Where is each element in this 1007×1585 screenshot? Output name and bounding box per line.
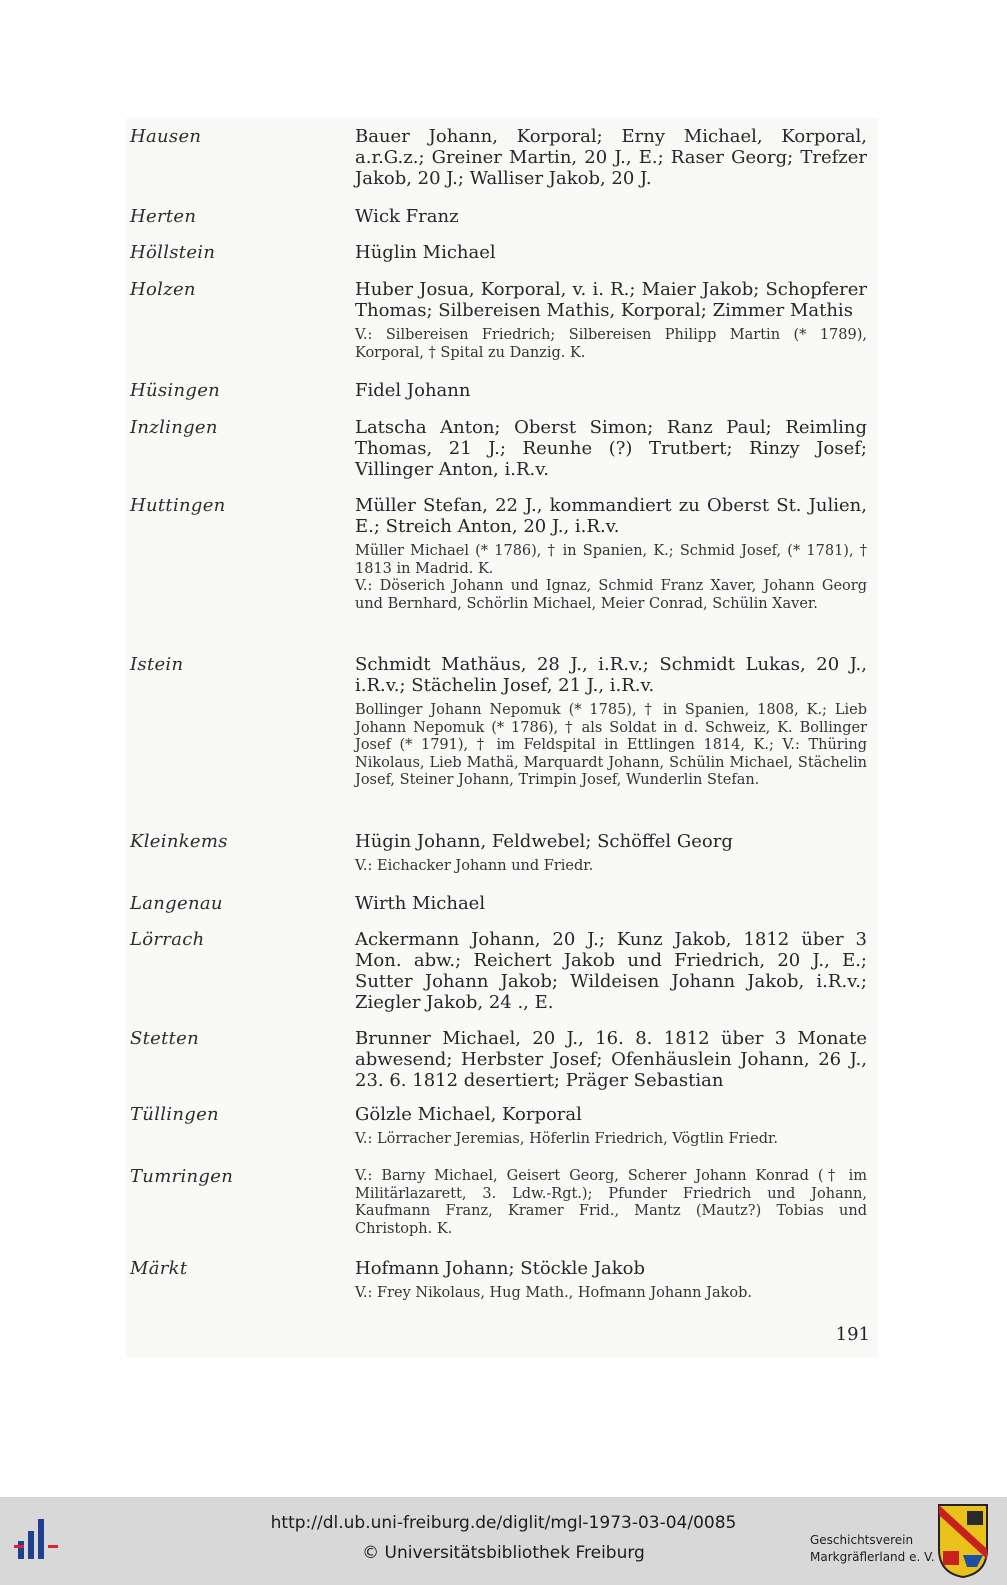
place-name: Märkt (130, 1258, 188, 1279)
place-name: Lörrach (130, 929, 205, 950)
coat-of-arms-icon (937, 1503, 989, 1579)
entry-text: Bauer Johann, Korporal; Erny Michael, Korporal, a.r.G.z.; Greiner Martin, 20 J., E.; Raser Georg; Trefzer Jakob, 20 J.; Walliser Jakob, 20 J. (355, 126, 867, 189)
place-name: Tüllingen (130, 1104, 219, 1125)
society-line-1: Geschichtsverein (810, 1533, 914, 1547)
entry-text: Huber Josua, Korporal, v. i. R.; Maier Jakob; Schopferer Thomas; Silbereisen Mathis, Korporal; Zimmer Mathis (355, 279, 867, 321)
entry-note: V.: Lörracher Jeremias, Höferlin Friedrich, Vögtlin Friedr. (355, 1131, 778, 1147)
entry-text: Latscha Anton; Oberst Simon; Ranz Paul; Reimling Thomas, 21 J.; Reunhe (?) Trutbert; Rinzy Josef; Villinger Anton, i.R.v. (355, 417, 867, 480)
entry-text: Gölzle Michael, Korporal (355, 1104, 582, 1125)
place-name: Langenau (130, 893, 223, 914)
entry-note: V.: Barny Michael, Geisert Georg, Scherer Johann Konrad († im Militärlazarett, 3. Ldw.-Rgt.); Pfunder Friedrich und Johann, Kaufmann Franz, Kramer Frid., Mantz (Mautz?) Tobias und Christoph. K. (355, 1168, 867, 1237)
place-name: Inzlingen (130, 417, 218, 438)
page-number: 191 (835, 1324, 870, 1345)
entry-text: Hofmann Johann; Stöckle Jakob (355, 1258, 645, 1279)
place-name: Höllstein (130, 242, 216, 263)
place-name: Istein (130, 654, 184, 675)
entry-text: Hüglin Michael (355, 242, 496, 263)
entry-note: V.: Eichacker Johann und Friedr. (355, 858, 594, 874)
place-name: Stetten (130, 1028, 200, 1049)
entry-text: Brunner Michael, 20 J., 16. 8. 1812 über 3 Monate abwesend; Herbster Josef; Ofenhäuslein Johann, 26 J., 23. 6. 1812 desertiert; Präger Sebastian (355, 1028, 867, 1091)
entry-text: Ackermann Johann, 20 J.; Kunz Jakob, 1812 über 3 Mon. abw.; Reichert Jakob und Friedrich, 20 J., E.; Sutter Johann Jakob; Wildeisen Johann Jakob, i.R.v.; Ziegler Jakob, 24 ., E. (355, 929, 867, 1013)
entry-text: Hügin Johann, Feldwebel; Schöffel Georg (355, 831, 733, 852)
place-name: Hüsingen (130, 380, 221, 401)
footer-url[interactable]: http://dl.ub.uni-freiburg.de/diglit/mgl-1973-03-04/0085 (270, 1513, 737, 1533)
entry-text: Müller Stefan, 22 J., kommandiert zu Oberst St. Julien, E.; Streich Anton, 20 J., i.R.v. (355, 495, 867, 537)
book-page (126, 118, 878, 1358)
place-name: Tumringen (130, 1166, 234, 1187)
place-name: Hausen (130, 126, 202, 147)
footer-bar (0, 1497, 1007, 1585)
entry-note: Bollinger Johann Nepomuk (* 1785), † in Spanien, 1808, K.; Lieb Johann Nepomuk (* 1786), † als Soldat in d. Schweiz, K. Bollinger Josef (* 1791), † im Feldspital in Ettlingen 1814, K.; V.: Thüring Nikolaus, Lieb Mathä, Marquardt Johann, Schülin Michael, Stächelin Josef, Steiner Johann, Trimpin Josef, Wunderlin Stefan. (355, 702, 867, 788)
place-name: Holzen (130, 279, 196, 300)
entry-note: V.: Silbereisen Friedrich; Silbereisen Philipp Martin (* 1789), Korporal, † Spital zu Danzig. K. (355, 327, 867, 361)
entry-note: V.: Döserich Johann und Ignaz, Schmid Franz Xaver, Johann Georg und Bernhard, Schörlin Michael, Meier Conrad, Schülin Xaver. (355, 578, 867, 612)
society-name (810, 1532, 935, 1566)
entry-text: Fidel Johann (355, 380, 471, 401)
society-line-2: Markgräflerland e. V. (810, 1550, 935, 1564)
entry-note: Müller Michael (* 1786), † in Spanien, K.; Schmid Josef, (* 1781), † 1813 in Madrid. K. (355, 543, 867, 577)
entry-text: Wirth Michael (355, 893, 486, 914)
place-name: Huttingen (130, 495, 226, 516)
place-name: Kleinkems (130, 831, 228, 852)
place-name: Herten (130, 206, 197, 227)
entry-note: V.: Frey Nikolaus, Hug Math., Hofmann Johann Jakob. (355, 1285, 752, 1301)
footer-copyright: © Universitätsbibliothek Freiburg (362, 1543, 645, 1563)
entry-text: Schmidt Mathäus, 28 J., i.R.v.; Schmidt Lukas, 20 J., i.R.v.; Stächelin Josef, 21 J., i.R.v. (355, 654, 867, 696)
entry-text: Wick Franz (355, 206, 459, 227)
